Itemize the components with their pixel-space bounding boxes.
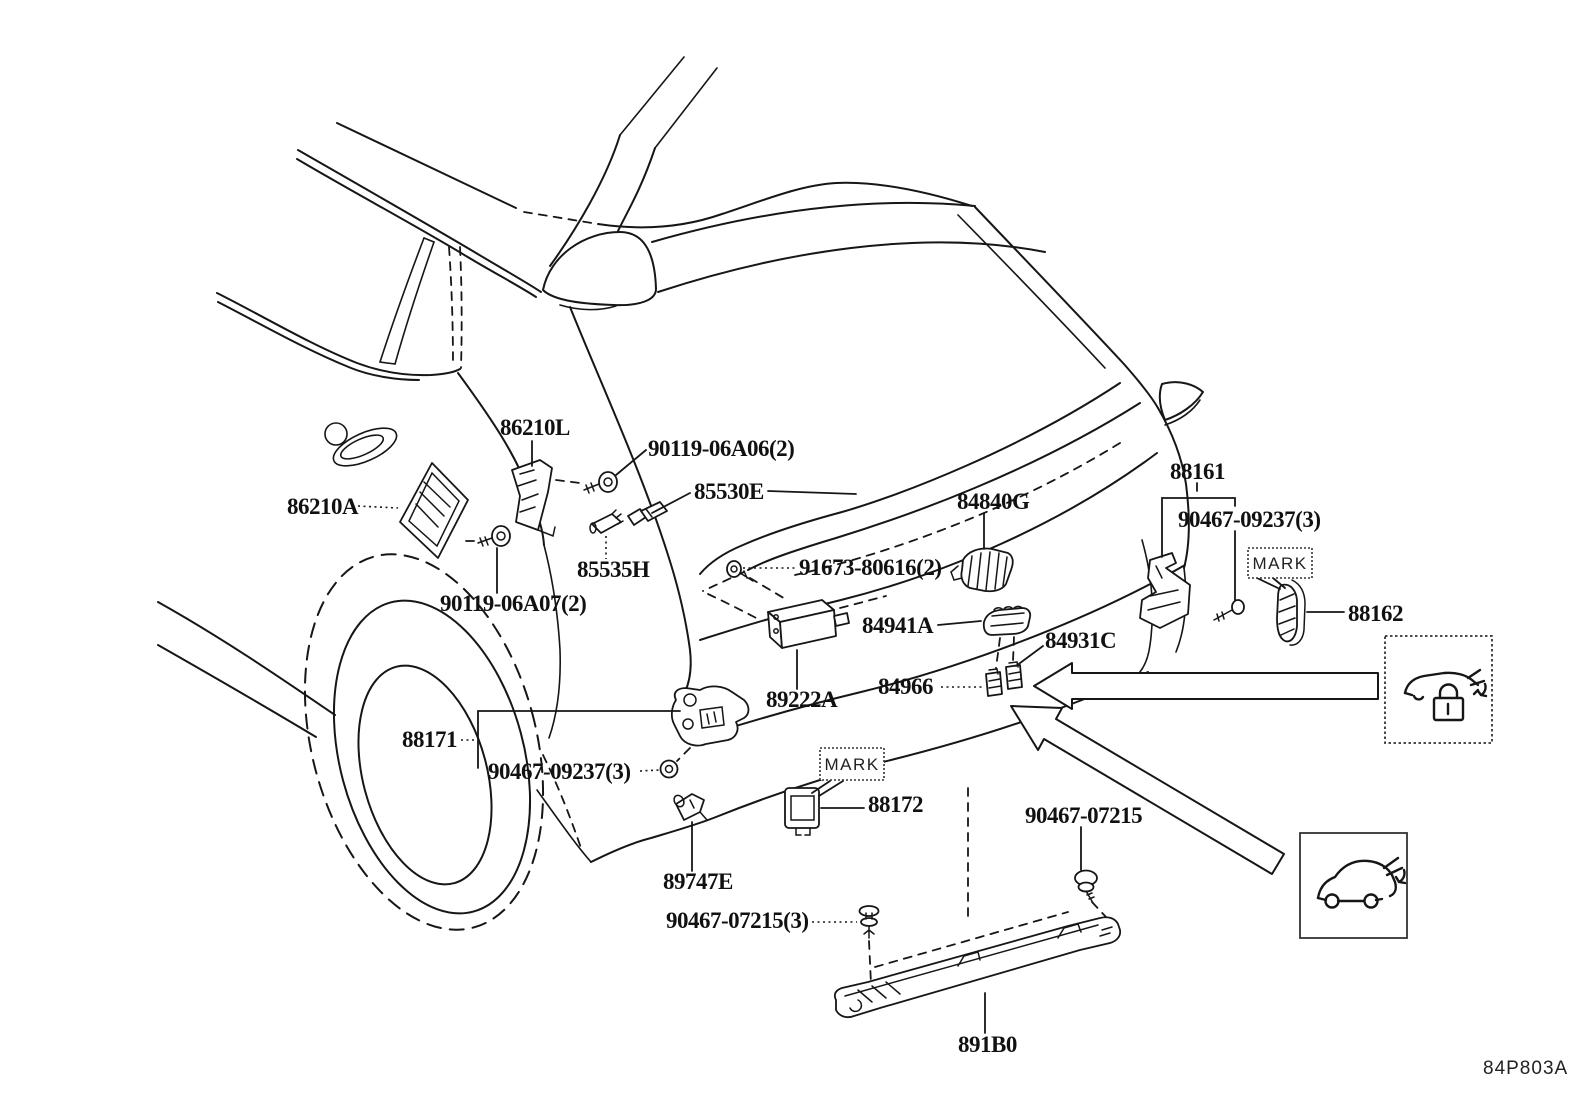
part-label-84941a[interactable]: 84941A: [862, 613, 934, 638]
part-84840g-vent[interactable]: [951, 548, 1013, 591]
part-clip-90467-07215[interactable]: [860, 906, 879, 938]
part-84941a-switch-assy[interactable]: [984, 606, 1030, 635]
quarter-window-front: [380, 238, 424, 362]
part-88162-emblem[interactable]: [1277, 580, 1305, 645]
c-pillar-dash-2: [460, 247, 462, 368]
part-84966-switches[interactable]: [986, 662, 1022, 696]
part-screw-90119-06a06[interactable]: [584, 472, 617, 493]
part-label-91673-80616[interactable]: 91673-80616(2): [799, 555, 942, 580]
part-label-85535h[interactable]: 85535H: [577, 557, 650, 582]
roof-line: [337, 123, 516, 208]
part-label-84931c[interactable]: 84931C: [1045, 628, 1117, 653]
part-label-86210a[interactable]: 86210A: [287, 494, 359, 519]
leader-88171-washer: [677, 748, 690, 761]
part-glyphs: [400, 460, 1308, 1017]
leader-85530e-ext: [768, 491, 856, 494]
door-handle: [325, 420, 402, 473]
part-label-90119-06a06[interactable]: 90119-06A06(2): [648, 436, 795, 461]
rocker-line-2: [158, 645, 316, 737]
part-label-90119-06a07[interactable]: 90119-06A07(2): [440, 591, 587, 616]
leader-07215-3-dash: [869, 941, 871, 984]
part-85530e-buzzer[interactable]: [628, 502, 667, 525]
part-88171-lock-sensor[interactable]: [672, 686, 749, 745]
gate-shoulder-line: [748, 403, 1140, 570]
part-891b0-garnish[interactable]: [835, 917, 1120, 1017]
spoiler-upper-edge: [652, 203, 975, 242]
leader-86210a: [358, 506, 398, 508]
part-washer-90467-09237l[interactable]: [661, 761, 678, 778]
c-pillar-dash-1: [449, 247, 453, 366]
rocker-line-1: [158, 602, 335, 715]
part-label-88172[interactable]: 88172: [868, 792, 923, 817]
mark-badge-left: [820, 748, 884, 780]
tail-lamp: [1160, 382, 1203, 420]
ctx-dash-3: [708, 594, 760, 620]
part-screw-90119-06a07[interactable]: [478, 526, 510, 546]
part-label-891b0[interactable]: 891B0: [958, 1032, 1017, 1057]
part-label-84966[interactable]: 84966: [878, 674, 933, 699]
quarter-panel-edge: [544, 545, 560, 738]
roof-rail-lower: [297, 159, 536, 297]
mark-badge-right-label: MARK: [1252, 554, 1308, 573]
part-label-90467-07215-3[interactable]: 90467-07215(3): [666, 908, 809, 933]
ctx-dash-1: [556, 480, 580, 483]
leader-84931c: [1016, 646, 1043, 666]
leader-84941a: [938, 621, 981, 625]
mark-badge-left-label: MARK: [824, 755, 880, 774]
part-label-90467-07215[interactable]: 90467-07215: [1025, 803, 1143, 828]
part-86210a-amplifier[interactable]: [400, 463, 468, 558]
beltline-lower: [218, 302, 419, 380]
roof-rail-tip: [543, 232, 656, 305]
legend-box-lock: [1385, 636, 1492, 743]
part-label-89747e[interactable]: 89747E: [663, 869, 733, 894]
glass-right-edge: [975, 207, 1158, 408]
mark-badge-right: [1248, 548, 1312, 578]
drawing-number: 84P803A: [1483, 1058, 1569, 1079]
legend-box-open: [1300, 833, 1407, 938]
leader-09237l: [640, 770, 659, 771]
part-screw-90467-09237r[interactable]: [1214, 600, 1244, 621]
part-label-86210l[interactable]: 86210L: [500, 415, 570, 440]
part-label-85530e[interactable]: 85530E: [694, 479, 764, 504]
part-88172-module[interactable]: [785, 788, 819, 835]
part-label-88171[interactable]: 88171: [402, 727, 457, 752]
quarter-window-base: [380, 362, 395, 364]
part-label-89222a[interactable]: 89222A: [766, 687, 838, 712]
part-label-90467-09237-right[interactable]: 90467-09237(3): [1178, 507, 1321, 532]
leader-07215-dash: [1092, 902, 1106, 917]
part-89747e-clip[interactable]: [672, 794, 707, 820]
d-pillar-line-2: [618, 148, 655, 231]
pointer-arrow-diagonal: [1011, 706, 1284, 874]
ctx-dash-5: [750, 578, 787, 600]
quarter-window-top: [424, 238, 434, 242]
part-label-88162[interactable]: 88162: [1348, 601, 1403, 626]
spoiler-lower-edge: [658, 242, 1045, 292]
gate-left-edge: [570, 307, 691, 692]
gate-top-edge: [598, 183, 972, 228]
part-85535h-sensor[interactable]: [590, 510, 623, 533]
part-86210l-bracket[interactable]: [512, 460, 555, 536]
part-label-90467-09237-left[interactable]: 90467-09237(3): [488, 759, 631, 784]
glass-right-echo: [958, 215, 1105, 368]
part-89222a-computer[interactable]: [768, 600, 849, 648]
pointer-arrow-horizontal: [1034, 663, 1378, 709]
d-pillar-line: [550, 135, 620, 266]
roof-rail-upper: [298, 150, 541, 292]
part-screw-90467-07215[interactable]: [1075, 871, 1097, 904]
part-label-84840g[interactable]: 84840G: [957, 489, 1030, 514]
part-label-88161[interactable]: 88161: [1170, 459, 1225, 484]
